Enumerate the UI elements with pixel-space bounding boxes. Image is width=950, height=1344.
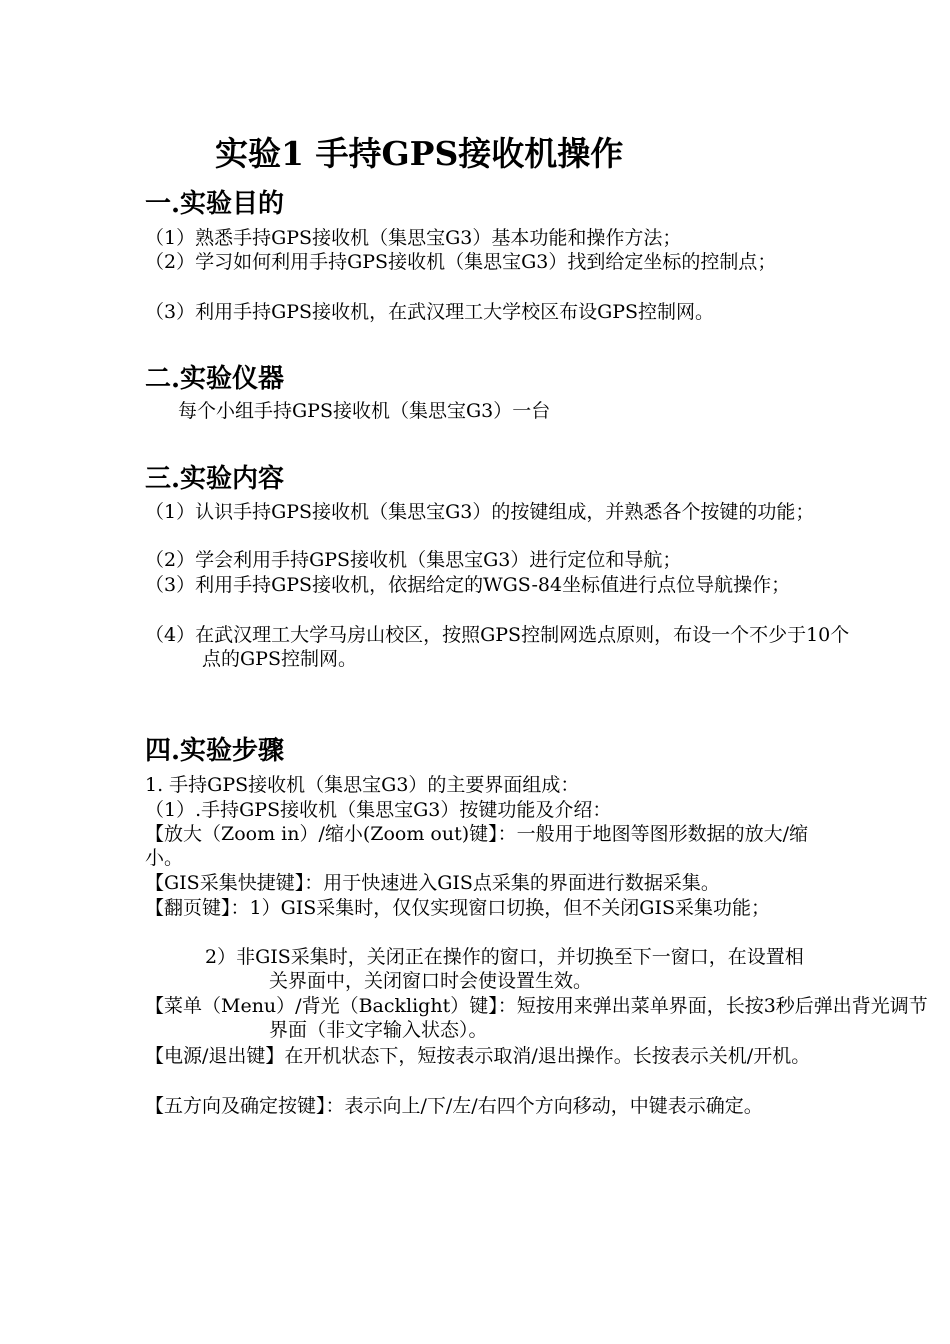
list-item: （2）学习如何利用手持GPS接收机（集思宝G3）找到给定坐标的控制点； (145, 251, 777, 273)
list-item: 【菜单（Menu）/背光（Backlight）键】：短按用来弹出菜单界面，长按3秒后弹出背光调节界面（非文字输入状态）。 (145, 995, 928, 1041)
list-item: 【电源/退出键】在开机状态下，短按表示取消/退出操作。长按表示关机/开机。 (145, 1045, 811, 1067)
list-item: 【翻页键】：1）GIS采集时，仅仅实现窗口切换，但不关闭GIS采集功能； (145, 897, 770, 919)
section-heading-instruments: 二.实验仪器 (145, 364, 285, 394)
list-item: 【GIS采集快捷键】：用于快速进入GIS点采集的界面进行数据采集。 (145, 872, 720, 894)
list-item: （1）认识手持GPS接收机（集思宝G3）的按键组成，并熟悉各个按键的功能； (145, 501, 815, 523)
section-heading-purpose: 一.实验目的 (145, 189, 285, 219)
list-item: （2）学会利用手持GPS接收机（集思宝G3）进行定位和导航； (145, 549, 682, 571)
list-item: 【五方向及确定按键】：表示向上/下/左/右四个方向移动，中键表示确定。 (145, 1095, 763, 1117)
list-item: 2）非GIS采集时，关闭正在操作的窗口，并切换至下一窗口，在设置相关界面中，关闭窗口时会使设置生效。 (205, 946, 804, 992)
list-item: （4）在武汉理工大学马房山校区，按照GPS控制网选点原则，布设一个不少于10个点的GPS控制网。 (145, 624, 850, 670)
section-heading-steps: 四.实验步骤 (145, 736, 285, 766)
section-heading-content: 三.实验内容 (145, 464, 285, 494)
list-item: （3）利用手持GPS接收机，在武汉理工大学校区布设GPS控制网。 (145, 301, 715, 323)
list-item: （3）利用手持GPS接收机，依据给定的WGS-84坐标值进行点位导航操作； (145, 574, 791, 596)
list-item: （1）熟悉手持GPS接收机（集思宝G3）基本功能和操作方法； (145, 227, 682, 249)
list-item: 【放大（Zoom in）/缩小(Zoom out)键】：一般用于地图等图形数据的放大/缩小。 (145, 823, 809, 869)
list-item: 1. 手持GPS接收机（集思宝G3）的主要界面组成： (145, 774, 580, 796)
document-title: 实验1 手持GPS接收机操作 (215, 134, 624, 173)
list-item: 每个小组手持GPS接收机（集思宝G3）一台 (178, 400, 551, 422)
list-item: （1）.手持GPS接收机（集思宝G3）按键功能及介绍： (145, 799, 612, 821)
